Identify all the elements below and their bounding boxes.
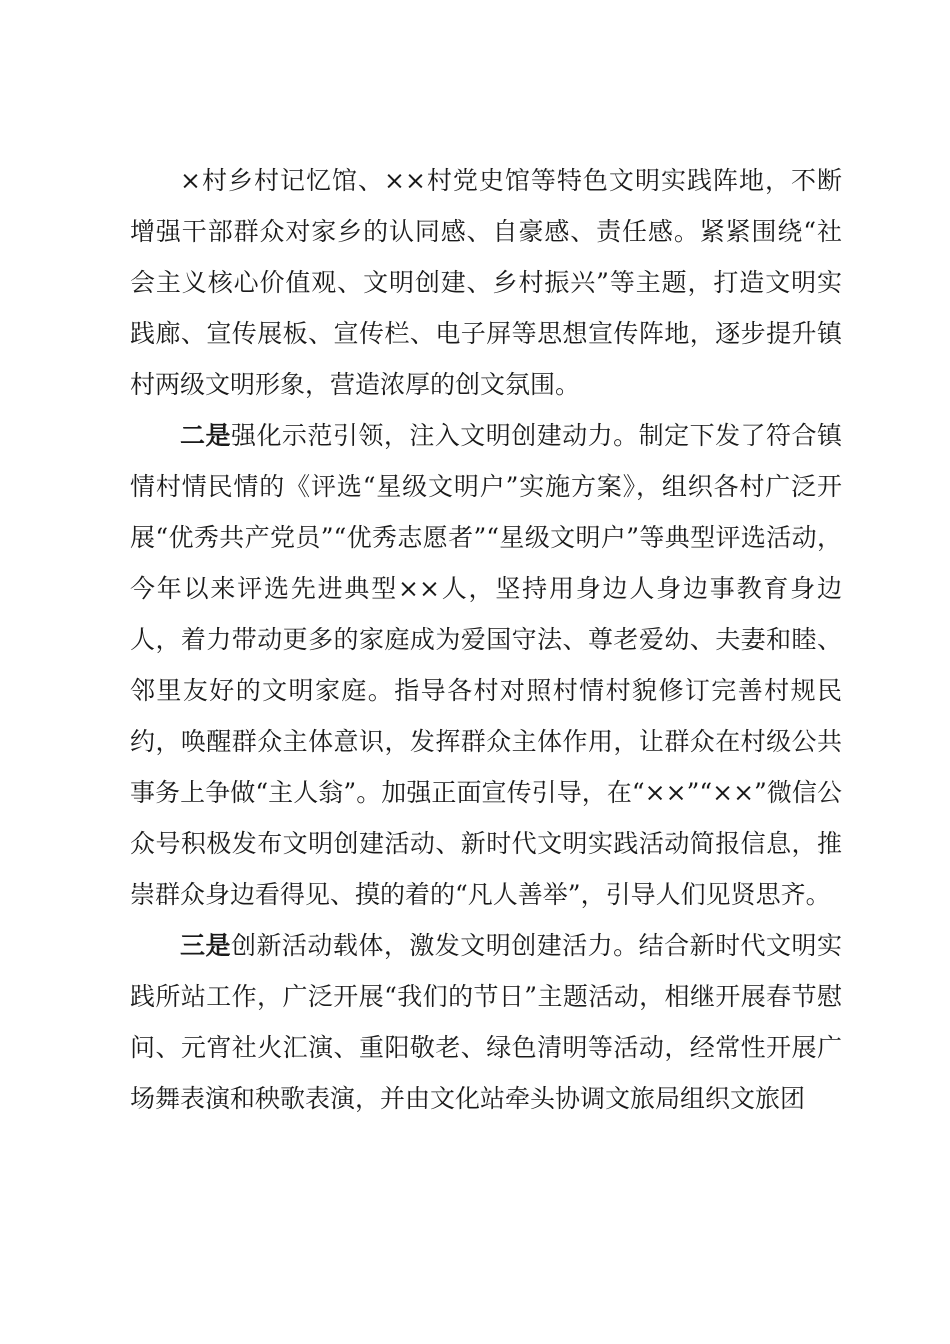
paragraph-2-text: 强化示范引领，注入文明创建动力。制定下发了符合镇情村情民情的《评选“星级文明户”实施方案》，组织各村广泛开展“优秀共产党员”“优秀志愿者”“星级文明户”等典型评选活动，今年以来评选先进典型××人，坚持用身边人身边事教育身边人，着力带动更多的家庭成为爱国守法、尊老爱幼、夫妻和睦、邻里友好的文明家庭。指导各村对照村情村貌修订完善村规民约，唤醒群众主体意识，发挥群众主体作用，让群众在村级公共事务上争做“主人翁”。加强正面宣传引导，在“××”“××”微信公众号积极发布文明创建活动、新时代文明实践活动简报信息，推崇群众身边看得见、摸的着的“凡人善举”，引导人们见贤思齐。 xyxy=(130,421,842,909)
paragraph-1-text: ×村乡村记忆馆、××村党史馆等特色文明实践阵地，不断增强干部群众对家乡的认同感、自豪感、责任感。紧紧围绕“社会主义核心价值观、文明创建、乡村振兴”等主题，打造文明实践廊、宣传展板、宣传栏、电子屏等思想宣传阵地，逐步提升镇村两级文明形象，营造浓厚的创文氛围。 xyxy=(130,166,842,399)
document-body xyxy=(130,155,842,1124)
paragraph-2 xyxy=(130,410,842,920)
paragraph-3-lead: 三是 xyxy=(180,931,231,960)
paragraph-1 xyxy=(130,155,842,410)
paragraph-3 xyxy=(130,920,842,1124)
paragraph-3-text: 创新活动载体，激发文明创建活力。结合新时代文明实践所站工作，广泛开展“我们的节日”主题活动，相继开展春节慰问、元宵社火汇演、重阳敬老、绿色清明等活动，经常性开展广场舞表演和秧歌表演，并由文化站牵头协调文旅局组织文旅团 xyxy=(130,931,842,1113)
paragraph-2-lead: 二是 xyxy=(180,421,231,450)
